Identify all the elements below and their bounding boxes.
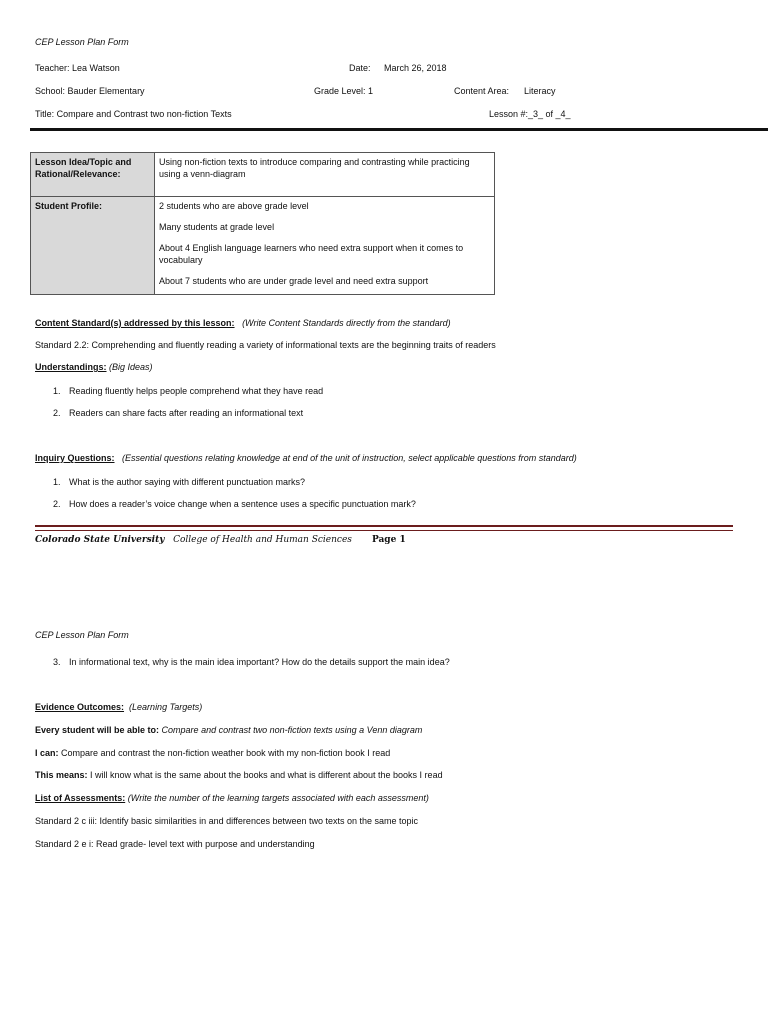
lesson-info-table [30, 152, 495, 295]
school-field: School: Bauder Elementary [35, 86, 145, 96]
this-means-label: This means: [35, 770, 88, 780]
content-area-label: Content Area: [454, 86, 510, 96]
content-standards-line [35, 318, 451, 328]
content-area-value: Literacy [524, 86, 556, 96]
grade-level-field: Grade Level: 1 [314, 86, 374, 96]
footer-page-number: Page 1 [371, 535, 406, 545]
content-standards-note: (Write Content Standards directly from the standard) [242, 318, 451, 328]
understandings-note: (Big Ideas) [109, 362, 153, 372]
this-means-text: I will know what is the same about the books and what is different about the books I read [90, 770, 443, 780]
assessments-line [35, 793, 429, 803]
lesson-title-field: Title: Compare and Contrast two non-fiction Texts [35, 109, 232, 119]
every-student-line [35, 725, 422, 735]
date-label: Date: [349, 63, 371, 73]
date-value: March 26, 2018 [384, 63, 447, 73]
understandings-heading: Understandings: [35, 362, 107, 372]
footer-university: Colorado State University [35, 535, 165, 545]
table-row [31, 197, 495, 295]
list-item: 2. Readers can share facts after reading an informational text [53, 408, 304, 418]
list-item: About 7 students who are under grade level and need extra support [159, 276, 429, 286]
understandings-line [35, 362, 153, 372]
list-item: Many students at grade level [159, 222, 275, 232]
evidence-note: (Learning Targets) [129, 702, 203, 712]
inquiry-heading: Inquiry Questions: [35, 453, 115, 463]
form-title: CEP Lesson Plan Form [35, 37, 129, 47]
list-item: 2. How does a reader’s voice change when a sentence uses a specific punctuation mark? [53, 499, 416, 509]
footer-college: College of Health and Human Sciences [173, 535, 352, 545]
assessments-heading: List of Assessments: [35, 793, 126, 803]
list-item: 1. Reading fluently helps people comprehend what they have read [53, 386, 324, 396]
list-item: 2 students who are above grade level [159, 201, 309, 211]
every-student-label: Every student will be able to: [35, 725, 160, 735]
list-item: 1. What is the author saying with different punctuation marks? [53, 477, 305, 487]
lesson-number-field: Lesson #:_3_ of _4_ [489, 109, 571, 119]
student-profile-header: Student Profile: [31, 197, 155, 295]
teacher-field: Teacher: Lea Watson [35, 63, 120, 73]
lesson-idea-header: Lesson Idea/Topic and Rational/Relevance: [31, 153, 155, 197]
i-can-text: Compare and contrast the non-fiction weather book with my non-fiction book I read [61, 748, 391, 758]
inquiry-line [35, 453, 577, 463]
every-student-text: Compare and contrast two non-fiction texts using a Venn diagram [161, 725, 423, 735]
evidence-line [35, 702, 202, 712]
standard-text: Standard 2.2: Comprehending and fluently reading a variety of informational texts are the beginning traits of readers [35, 340, 496, 350]
list-item: About 4 English language learners who need extra support when it comes to vocabulary [159, 243, 464, 265]
footer-divider-bottom [35, 530, 733, 531]
content-standards-heading: Content Standard(s) addressed by this lesson: [35, 318, 235, 328]
i-can-line [35, 748, 390, 758]
evidence-heading: Evidence Outcomes: [35, 702, 125, 712]
student-profile-cell [155, 197, 495, 295]
form-title-page2: CEP Lesson Plan Form [35, 630, 129, 640]
footer-divider-top [35, 525, 733, 527]
this-means-line [35, 770, 443, 780]
lesson-idea-text: Using non-fiction texts to introduce comparing and contrasting while practicing using a venn-diagram [155, 153, 495, 197]
header-divider [30, 128, 768, 131]
inquiry-note: (Essential questions relating knowledge at end of the unit of instruction, select applicable questions from standard) [122, 453, 577, 463]
assessments-note: (Write the number of the learning targets associated with each assessment) [127, 793, 429, 803]
assessment-item: Standard 2 e i: Read grade- level text with purpose and understanding [35, 839, 315, 849]
i-can-label: I can: [35, 748, 59, 758]
page-footer [35, 535, 406, 545]
table-row [31, 153, 495, 197]
assessment-item: Standard 2 c iii: Identify basic similarities in and differences between two texts on the same topic [35, 816, 419, 826]
list-item: 3. In informational text, why is the main idea important? How do the details support the main idea? [53, 657, 450, 667]
